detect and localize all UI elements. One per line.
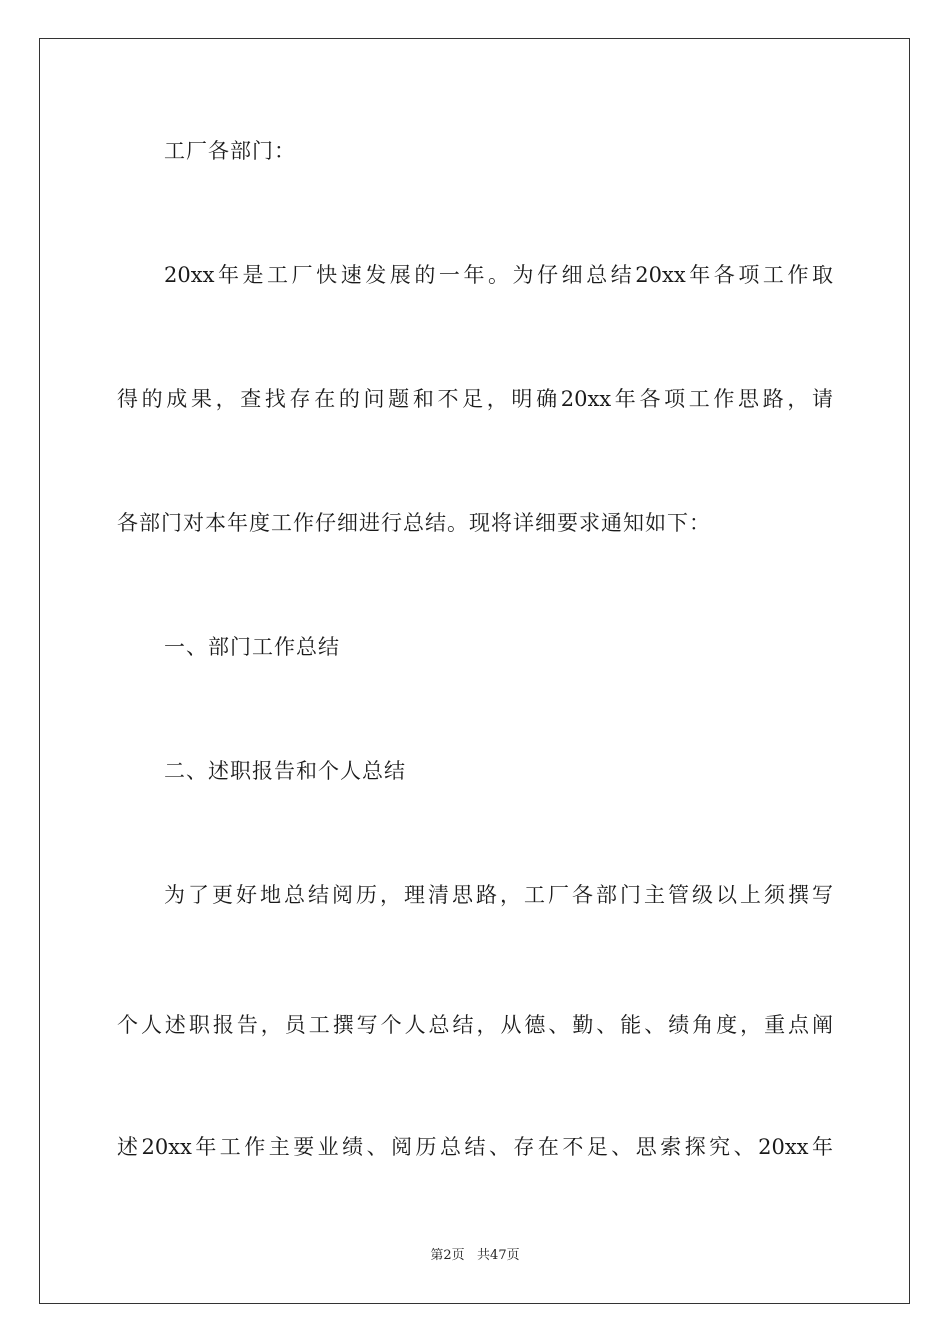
section-heading-1: 一、部门工作总结 bbox=[164, 635, 340, 659]
paragraph-1-line-1: 20xx年是工厂快速发展的一年。为仔细总结20xx年各项工作取 bbox=[164, 263, 833, 287]
page-border bbox=[39, 38, 910, 1304]
section-heading-2: 二、述职报告和个人总结 bbox=[164, 759, 406, 783]
paragraph-2-line-3: 述20xx年工作主要业绩、阅历总结、存在不足、思索探究、20xx年 bbox=[117, 1135, 833, 1159]
paragraph-1-line-3: 各部门对本年度工作仔细进行总结。现将详细要求通知如下： bbox=[117, 511, 711, 535]
paragraph-2-line-2: 个人述职报告，员工撰写个人总结，从德、勤、能、绩角度，重点阐 bbox=[117, 1013, 833, 1037]
paragraph-1-line-2: 得的成果，查找存在的问题和不足，明确20xx年各项工作思路，请 bbox=[117, 387, 833, 411]
paragraph-2-line-1: 为了更好地总结阅历，理清思路，工厂各部门主管级以上须撰写 bbox=[164, 883, 833, 907]
page-number-footer: 第2页 共47页 bbox=[430, 1248, 520, 1263]
salutation: 工厂各部门： bbox=[164, 139, 296, 163]
